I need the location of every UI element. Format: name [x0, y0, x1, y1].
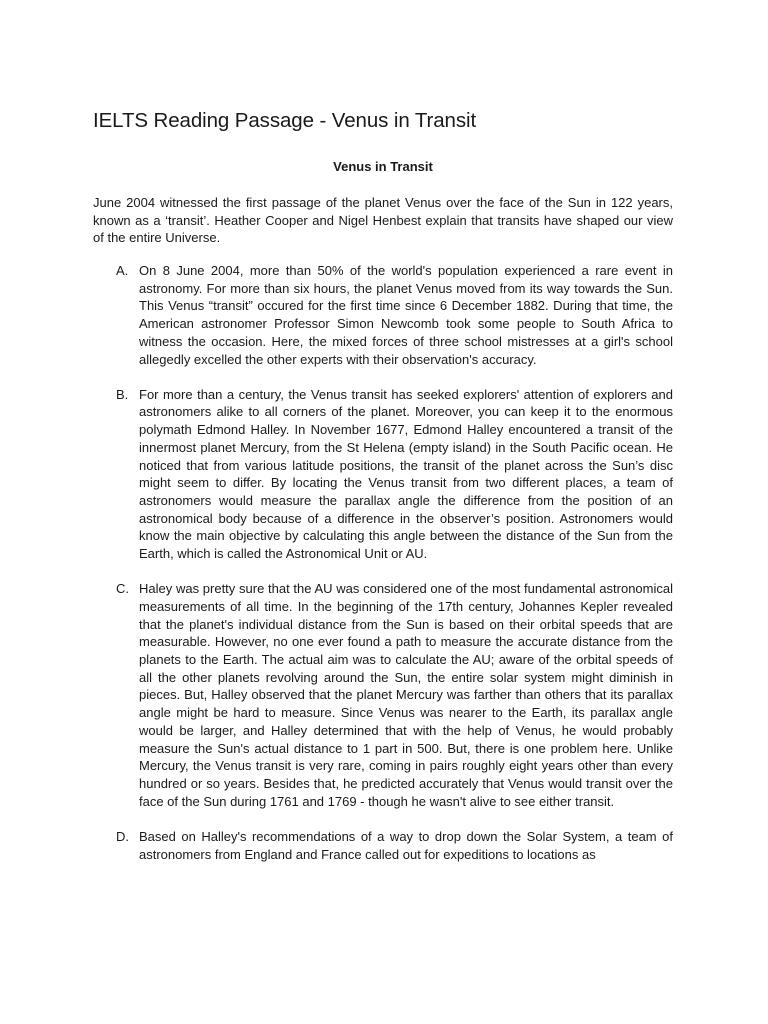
section-text: Haley was pretty sure that the AU was considered one of the most fundamental astronomical measurements of all time. In the beginning of the 17th century, Johannes Kepler revealed that the planet's individual distance from the Sun is based on their orbital speeds that are measurable. However, no one ever found a path to measure the accurate distance from the planets to the Earth. The actual aim was to calculate the AU; aware of the orbital speeds of all the other planets revolving around the Sun, the entire solar system might diminish in pieces. But, Halley observed that the planet Mercury was farther than others that its parallax angle might be hard to measure. Since Venus was nearer to the Earth, its parallax angle would be larger, and Halley determined that with the help of Venus, he would probably measure the Sun's actual distance to 1 part in 500. But, there is one problem here. Unlike Mercury, the Venus transit is very rare, coming in pairs roughly eight years other than every hundred or so years. Besides that, he predicted accurately that Venus would transit over the face of the Sun during 1761 and 1769 - though he wasn't alive to see either transit. [139, 581, 673, 809]
section-letter: B. [116, 386, 129, 402]
section-c [93, 580, 673, 810]
page-title: IELTS Reading Passage - Venus in Transit [93, 109, 477, 132]
section-d [93, 828, 673, 863]
section-text: For more than a century, the Venus transit has seeked explorers' attention of explorers and astronomers alike to all corners of the planet. Moreover, you can keep it to the enormous polymath Edmond Halley. In November 1677, Edmond Halley encountered a transit of the innermost planet Mercury, from the St Helena (empty island) in the South Pacific ocean. He noticed that from various latitude positions, the transit of the planet across the Sun’s disc might seem to differ. By locating the Venus transit from two different places, a team of astronomers would measure the parallax angle the difference from the position of an astronomical body because of a difference in the observer’s position. Astronomers would know the main objective by calculating this angle between the distance of the Sun from the Earth, which is called the Astronomical Unit or AU. [139, 386, 673, 562]
section-letter: C. [116, 581, 129, 597]
intro-paragraph: June 2004 witnessed the first passage of the planet Venus over the face of the Sun in 122 years, known as a ‘transit’. Heather Cooper and Nigel Henbest explain that transits have shaped our view of the entire Universe. [93, 195, 673, 246]
passage-sections [93, 262, 673, 881]
passage-subtitle: Venus in Transit [333, 159, 433, 174]
section-text: Based on Halley's recommendations of a way to drop down the Solar System, a team of astronomers from England and France called out for expeditions to locations as [139, 828, 673, 862]
section-a [93, 262, 673, 368]
section-b [93, 386, 673, 563]
section-text: On 8 June 2004, more than 50% of the world's population experienced a rare event in astronomy. For more than six hours, the planet Venus moved from its way towards the Sun. This Venus “transit” occured for the first time since 6 December 1882. During that time, the American astronomer Professor Simon Newcomb took some people to South Africa to witness the occasion. Here, the mixed forces of three school mistresses at a girl's school allegedly excelled the other experts with their observation's accuracy. [139, 263, 673, 367]
section-letter: A. [116, 263, 129, 278]
section-letter: D. [116, 828, 129, 844]
